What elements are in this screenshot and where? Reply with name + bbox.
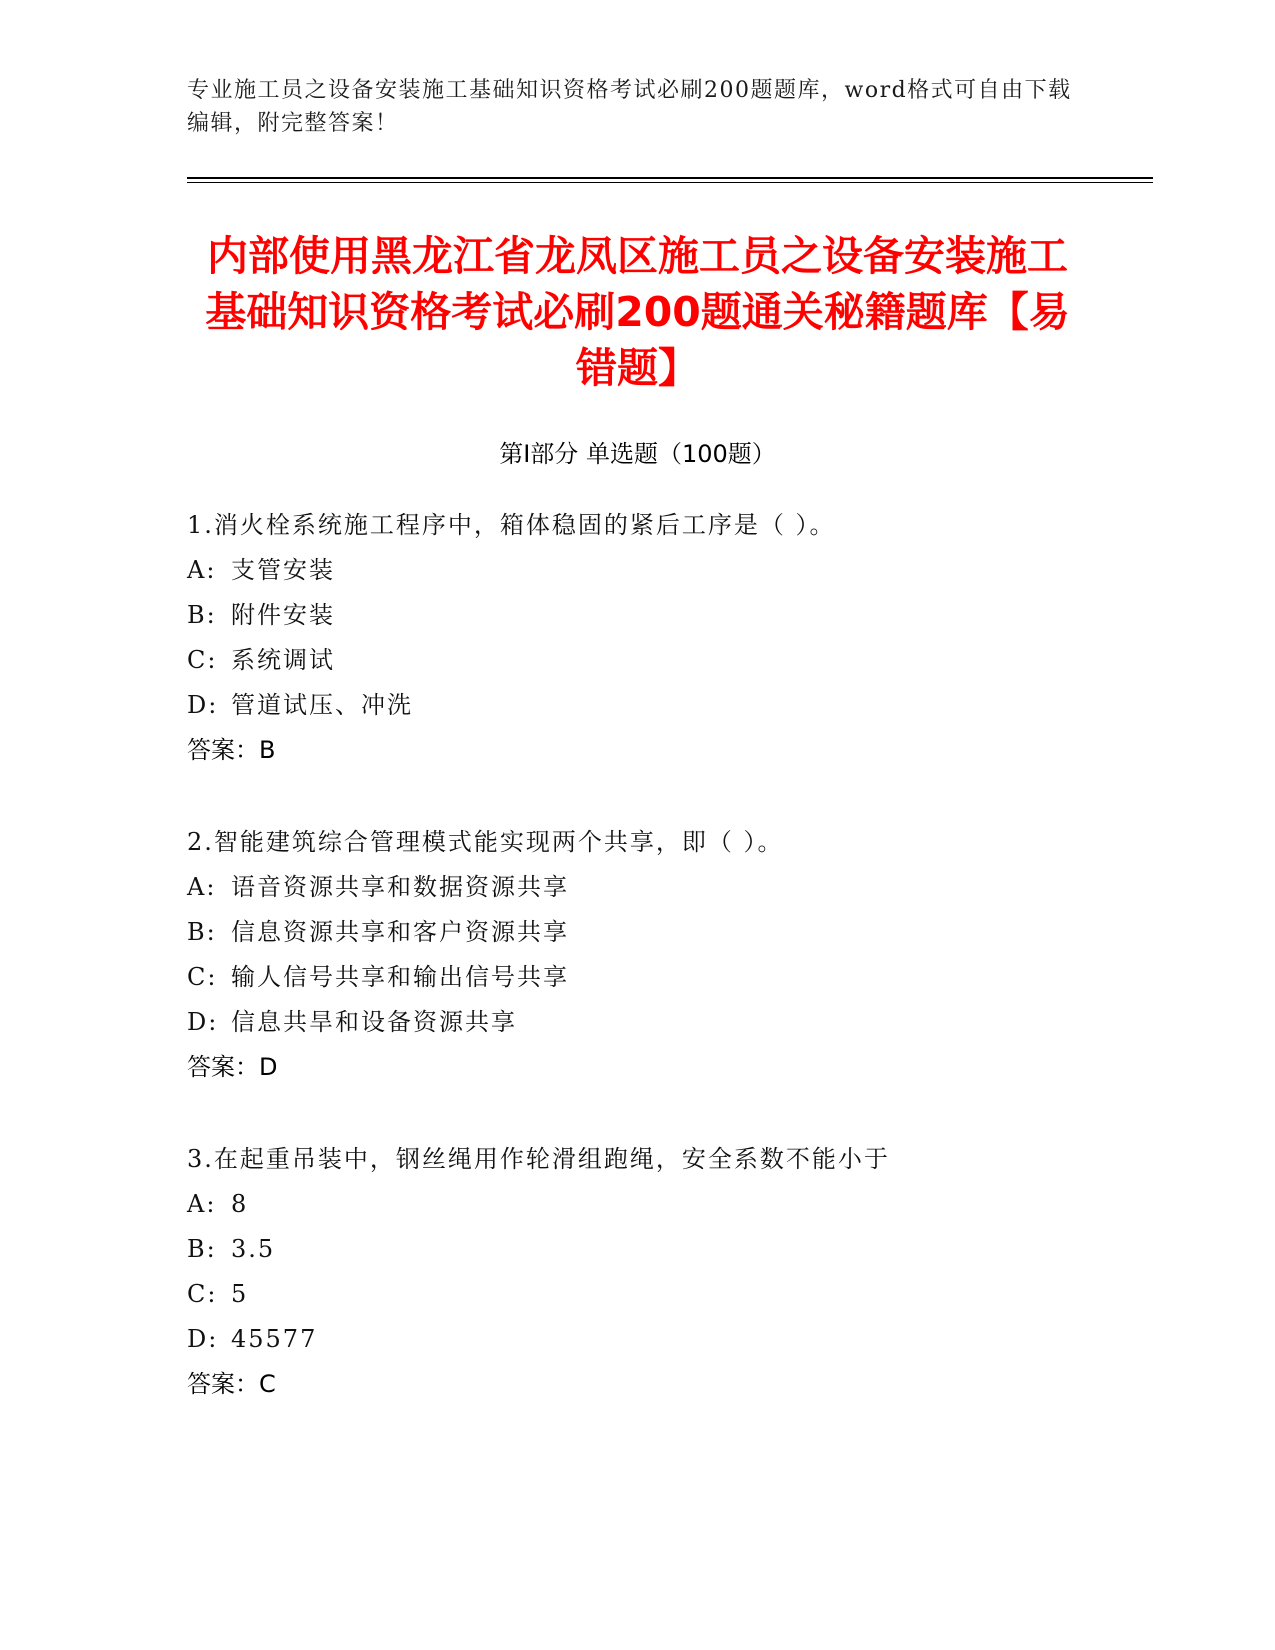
question-1	[187, 503, 1147, 773]
option-b	[187, 593, 1147, 638]
option-label: B:	[187, 601, 217, 629]
question-2	[187, 820, 1147, 1090]
option-text: 3.5	[231, 1235, 276, 1263]
option-label: D:	[187, 1325, 219, 1353]
option-text: 语音资源共享和数据资源共享	[231, 873, 569, 901]
option-label: C:	[187, 963, 218, 991]
option-c	[187, 638, 1147, 683]
option-b	[187, 1227, 1147, 1272]
option-text: 5	[231, 1280, 249, 1308]
option-label: A:	[187, 873, 217, 901]
answer-line: 答案：B	[187, 736, 276, 764]
question-stem: 1.消火栓系统施工程序中，箱体稳固的紧后工序是（ ）。	[187, 511, 836, 539]
option-text: 输人信号共享和输出信号共享	[231, 963, 569, 991]
document-title: 内部使用黑龙江省龙凤区施工员之设备安装施工基础知识资格考试必刷200题通关秘籍题库【易错题】	[205, 232, 1070, 392]
option-a	[187, 548, 1147, 593]
option-b	[187, 910, 1147, 955]
option-a	[187, 1182, 1147, 1227]
option-d	[187, 683, 1147, 728]
option-c	[187, 1272, 1147, 1317]
option-text: 系统调试	[231, 646, 335, 674]
header-divider-thin	[187, 182, 1153, 183]
question-stem: 3.在起重吊装中，钢丝绳用作轮滑组跑绳，安全系数不能小于	[187, 1145, 890, 1173]
option-label: B:	[187, 918, 217, 946]
option-text: 支管安装	[231, 556, 335, 584]
section-heading: 第Ⅰ部分 单选题（100题）	[499, 440, 776, 468]
option-label: B:	[187, 1235, 217, 1263]
answer-line: 答案：D	[187, 1053, 278, 1081]
option-label: C:	[187, 1280, 218, 1308]
option-label: A:	[187, 556, 217, 584]
answer-line: 答案：C	[187, 1370, 276, 1398]
option-d	[187, 1000, 1147, 1045]
option-text: 附件安装	[231, 601, 335, 629]
option-text: 信息资源共享和客户资源共享	[231, 918, 569, 946]
option-c	[187, 955, 1147, 1000]
question-stem: 2.智能建筑综合管理模式能实现两个共享，即（ ）。	[187, 828, 784, 856]
option-text: 45577	[231, 1325, 318, 1353]
option-text: 信息共旱和设备资源共享	[231, 1008, 517, 1036]
option-label: A:	[187, 1190, 217, 1218]
option-label: C:	[187, 646, 218, 674]
header-note: 专业施工员之设备安装施工基础知识资格考试必刷200题题库，word格式可自由下载编辑，附完整答案！	[187, 78, 1072, 136]
option-a	[187, 865, 1147, 910]
option-text: 管道试压、冲洗	[231, 691, 413, 719]
option-label: D:	[187, 1008, 219, 1036]
question-3	[187, 1137, 1147, 1407]
option-label: D:	[187, 691, 219, 719]
header-divider-thick	[187, 177, 1153, 179]
option-text: 8	[231, 1190, 249, 1218]
option-d	[187, 1317, 1147, 1362]
